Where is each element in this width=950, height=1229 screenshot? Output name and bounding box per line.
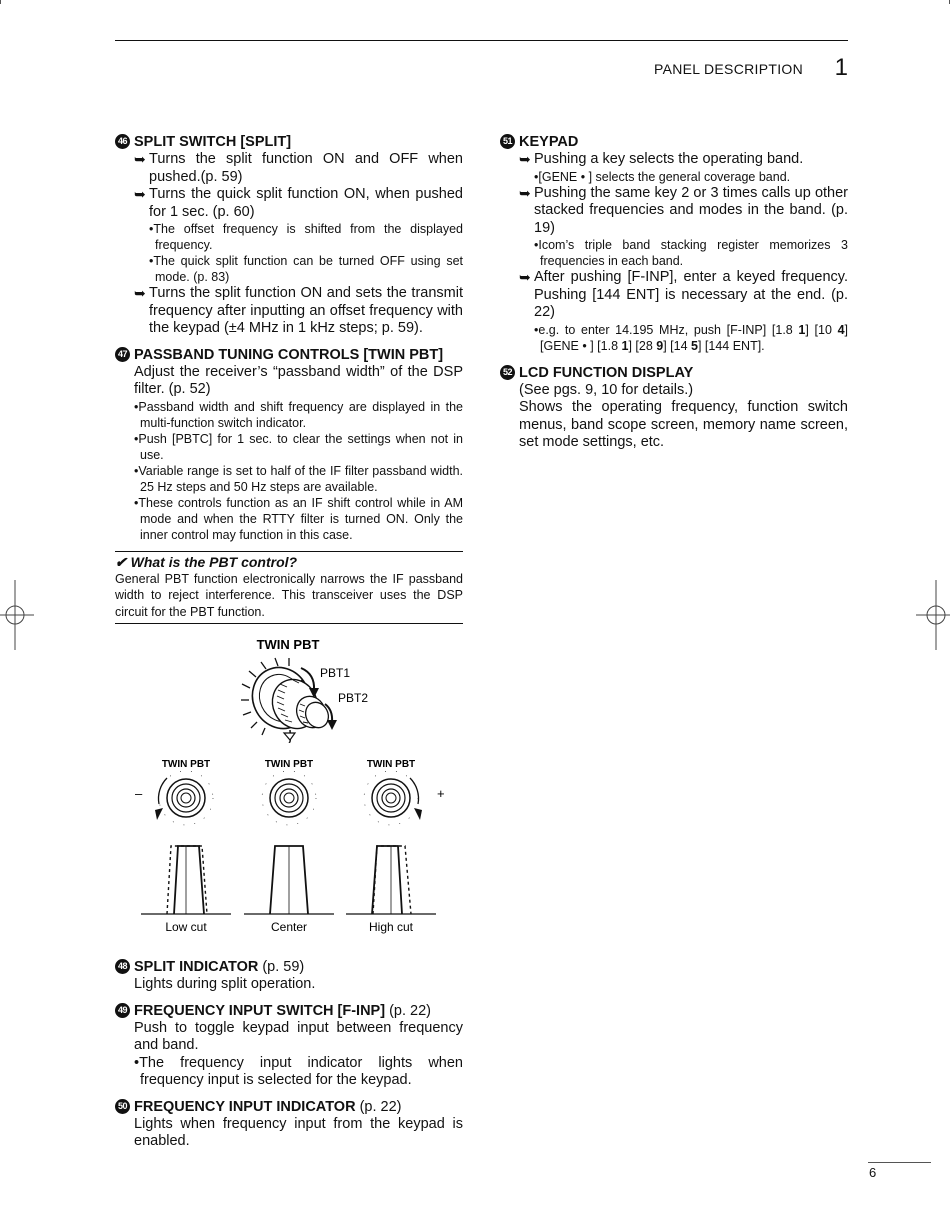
section-paragraph: Shows the operating frequency, function switch menus, band scope screen, memory name screen, set mode settings, etc. (519, 399, 848, 450)
item-number-badge: 47 (115, 347, 130, 362)
knob-label: TWIN PBT (366, 759, 416, 770)
section-lcd-function-display (500, 364, 848, 452)
arrow-icon: ➥ (519, 151, 531, 167)
main-knob-icon (243, 658, 333, 738)
bullet-note: •The frequency input indicator lights when frequency input is selected for the keypad. (134, 1054, 463, 1088)
bullet-note: •Variable range is set to half of the IF filter passband width. 25 Hz steps and 50 Hz steps are available. (134, 463, 463, 494)
item-number-badge: 51 (500, 134, 515, 149)
passband-low-cut (141, 846, 231, 914)
section-passband-tuning (115, 346, 463, 543)
registration-mark-left (0, 580, 34, 650)
example-text: ] [14 (663, 338, 691, 353)
example-text: ] [144 ENT]. (697, 338, 765, 353)
arrow-item-text: Pushing the same key 2 or 3 times calls up other stacked frequencies and modes in the band. (p. 19) (534, 184, 848, 236)
example-text: •e.g. to enter 14.195 MHz, push [F-INP] [1.8 (534, 322, 799, 337)
page-number-rule (868, 1162, 931, 1163)
arrow-item-text: After pushing [F-INP], enter a keyed frequency. Pushing [144 ENT] is necessary at the end. (p. 22) (534, 269, 848, 320)
left-column (115, 133, 463, 624)
example-text: ] [GENE • ] [1.8 (540, 322, 848, 353)
box-text: General PBT function electronically narrows the IF passband width to reject interference. This transceiver uses the DSP circuit for the PBT function. (115, 571, 463, 619)
right-column (500, 133, 848, 460)
bullet-note-example (500, 322, 848, 354)
section-split-switch (115, 133, 463, 338)
bullet-note: •The quick split function can be turned OFF using set mode. (p. 83) (149, 254, 463, 284)
pbt2-arrow-head-icon (327, 720, 337, 730)
bullet-note: •Passband width and shift frequency are displayed in the multi-function switch indicator. (134, 399, 463, 430)
section-paragraph: Adjust the receiver’s “passband width” of the DSP filter. (p. 52) (134, 363, 463, 397)
knob-high-cut (364, 759, 445, 825)
bullet-note: •These controls function as an IF shift control while in AM mode and when the RTTY filter is turned ON. Only the inner control may function in this case. (134, 495, 463, 542)
item-number-badge: 52 (500, 365, 515, 380)
arrow-icon: ➥ (519, 184, 531, 201)
section-title: KEYPAD (519, 134, 579, 150)
arrow-icon: ➥ (134, 151, 146, 167)
item-number-badge: 50 (115, 1099, 130, 1114)
pbt1-label: PBT1 (320, 666, 351, 680)
twin-pbt-diagram (115, 632, 463, 944)
item-number-badge: 46 (115, 134, 130, 149)
arrow-item-text: Turns the split function ON and sets the transmit frequency after inputting an offset frequency with the keypad (±4 MHz in 1 kHz steps; p. 59). (149, 285, 463, 336)
page-reference: (p. 22) (355, 1098, 402, 1115)
section-paragraph: Push to toggle keypad input between frequency and band. (134, 1019, 463, 1053)
section-keypad (500, 133, 848, 354)
section-title: SPLIT SWITCH [SPLIT] (134, 134, 292, 150)
section-split-indicator (115, 958, 463, 994)
example-text: ] [10 (805, 322, 838, 337)
example-text: ] [28 (628, 338, 657, 353)
pbt2-label: PBT2 (338, 691, 369, 705)
left-column-bottom (115, 958, 463, 1159)
arrow-item-text: Turns the split function ON and OFF when pushed.(p. 59) (149, 151, 463, 185)
item-number-badge: 48 (115, 959, 130, 974)
page-reference: (p. 22) (385, 1002, 431, 1019)
key-digit: 5 (691, 338, 698, 353)
crop-mark (0, 0, 1, 4)
knob-label: TWIN PBT (264, 759, 314, 770)
check-icon: ✔ (115, 553, 127, 570)
key-digit: 4 (837, 322, 845, 337)
arrow-icon: ➥ (134, 186, 146, 202)
bullet-note: •The offset frequency is shifted from the displayed frequency. (149, 222, 463, 252)
bullet-note: •Push [PBTC] for 1 sec. to clear the settings when not in use. (134, 431, 463, 462)
section-title: PASSBAND TUNING CONTROLS [TWIN PBT] (134, 346, 444, 363)
key-digit: 9 (656, 338, 664, 353)
pbt-info-box (115, 551, 463, 625)
arrow-item-text: Pushing a key selects the operating band. (534, 151, 804, 167)
bullet-note: •Icom’s triple band stacking register memorizes 3 frequencies in each band. (534, 238, 848, 268)
key-digit: 1 (621, 338, 629, 353)
section-title: FREQUENCY INPUT SWITCH [F-INP] (134, 1002, 386, 1019)
key-digit: 1 (798, 322, 806, 337)
passband-high-cut (346, 846, 436, 914)
section-title: LCD FUNCTION DISPLAY (519, 364, 694, 381)
section-paragraph: (See pgs. 9, 10 for details.) (519, 381, 694, 398)
section-frequency-input-switch (115, 1002, 463, 1090)
page-number: 6 (869, 1165, 877, 1180)
arrow-icon: ➥ (519, 269, 531, 285)
minus-sign: – (135, 786, 143, 801)
knob-center (262, 759, 316, 825)
section-paragraph: Lights during split operation. (134, 976, 316, 992)
lower-arrow-head-icon (284, 733, 295, 740)
arrow-icon: ➥ (134, 285, 146, 301)
page-header-title: PANEL DESCRIPTION (653, 61, 803, 77)
knob-low-cut (135, 759, 213, 825)
knob-label: TWIN PBT (161, 759, 211, 770)
caption-high-cut: High cut (368, 920, 414, 934)
section-title: SPLIT INDICATOR (134, 959, 259, 975)
twin-pbt-figure (115, 632, 463, 944)
plus-sign: + (437, 786, 445, 801)
page-reference: (p. 59) (258, 959, 305, 975)
arrow-item-text: Turns the quick split function ON, when pushed for 1 sec. (p. 60) (149, 186, 463, 220)
header-rule (115, 40, 848, 41)
item-number-badge: 49 (115, 1003, 130, 1018)
section-title: FREQUENCY INPUT INDICATOR (134, 1098, 356, 1115)
chapter-number: 1 (834, 54, 848, 81)
registration-mark-right (916, 580, 950, 650)
passband-center (244, 846, 334, 914)
bullet-note: •[GENE • ] selects the general coverage band. (534, 169, 791, 184)
caption-low-cut: Low cut (165, 920, 207, 934)
twin-pbt-main-label: TWIN PBT (256, 637, 320, 652)
section-paragraph: Lights when frequency input from the keypad is enabled. (134, 1115, 463, 1149)
section-frequency-input-indicator (115, 1098, 463, 1151)
box-title: What is the PBT control? (130, 553, 298, 570)
caption-center: Center (270, 920, 308, 934)
